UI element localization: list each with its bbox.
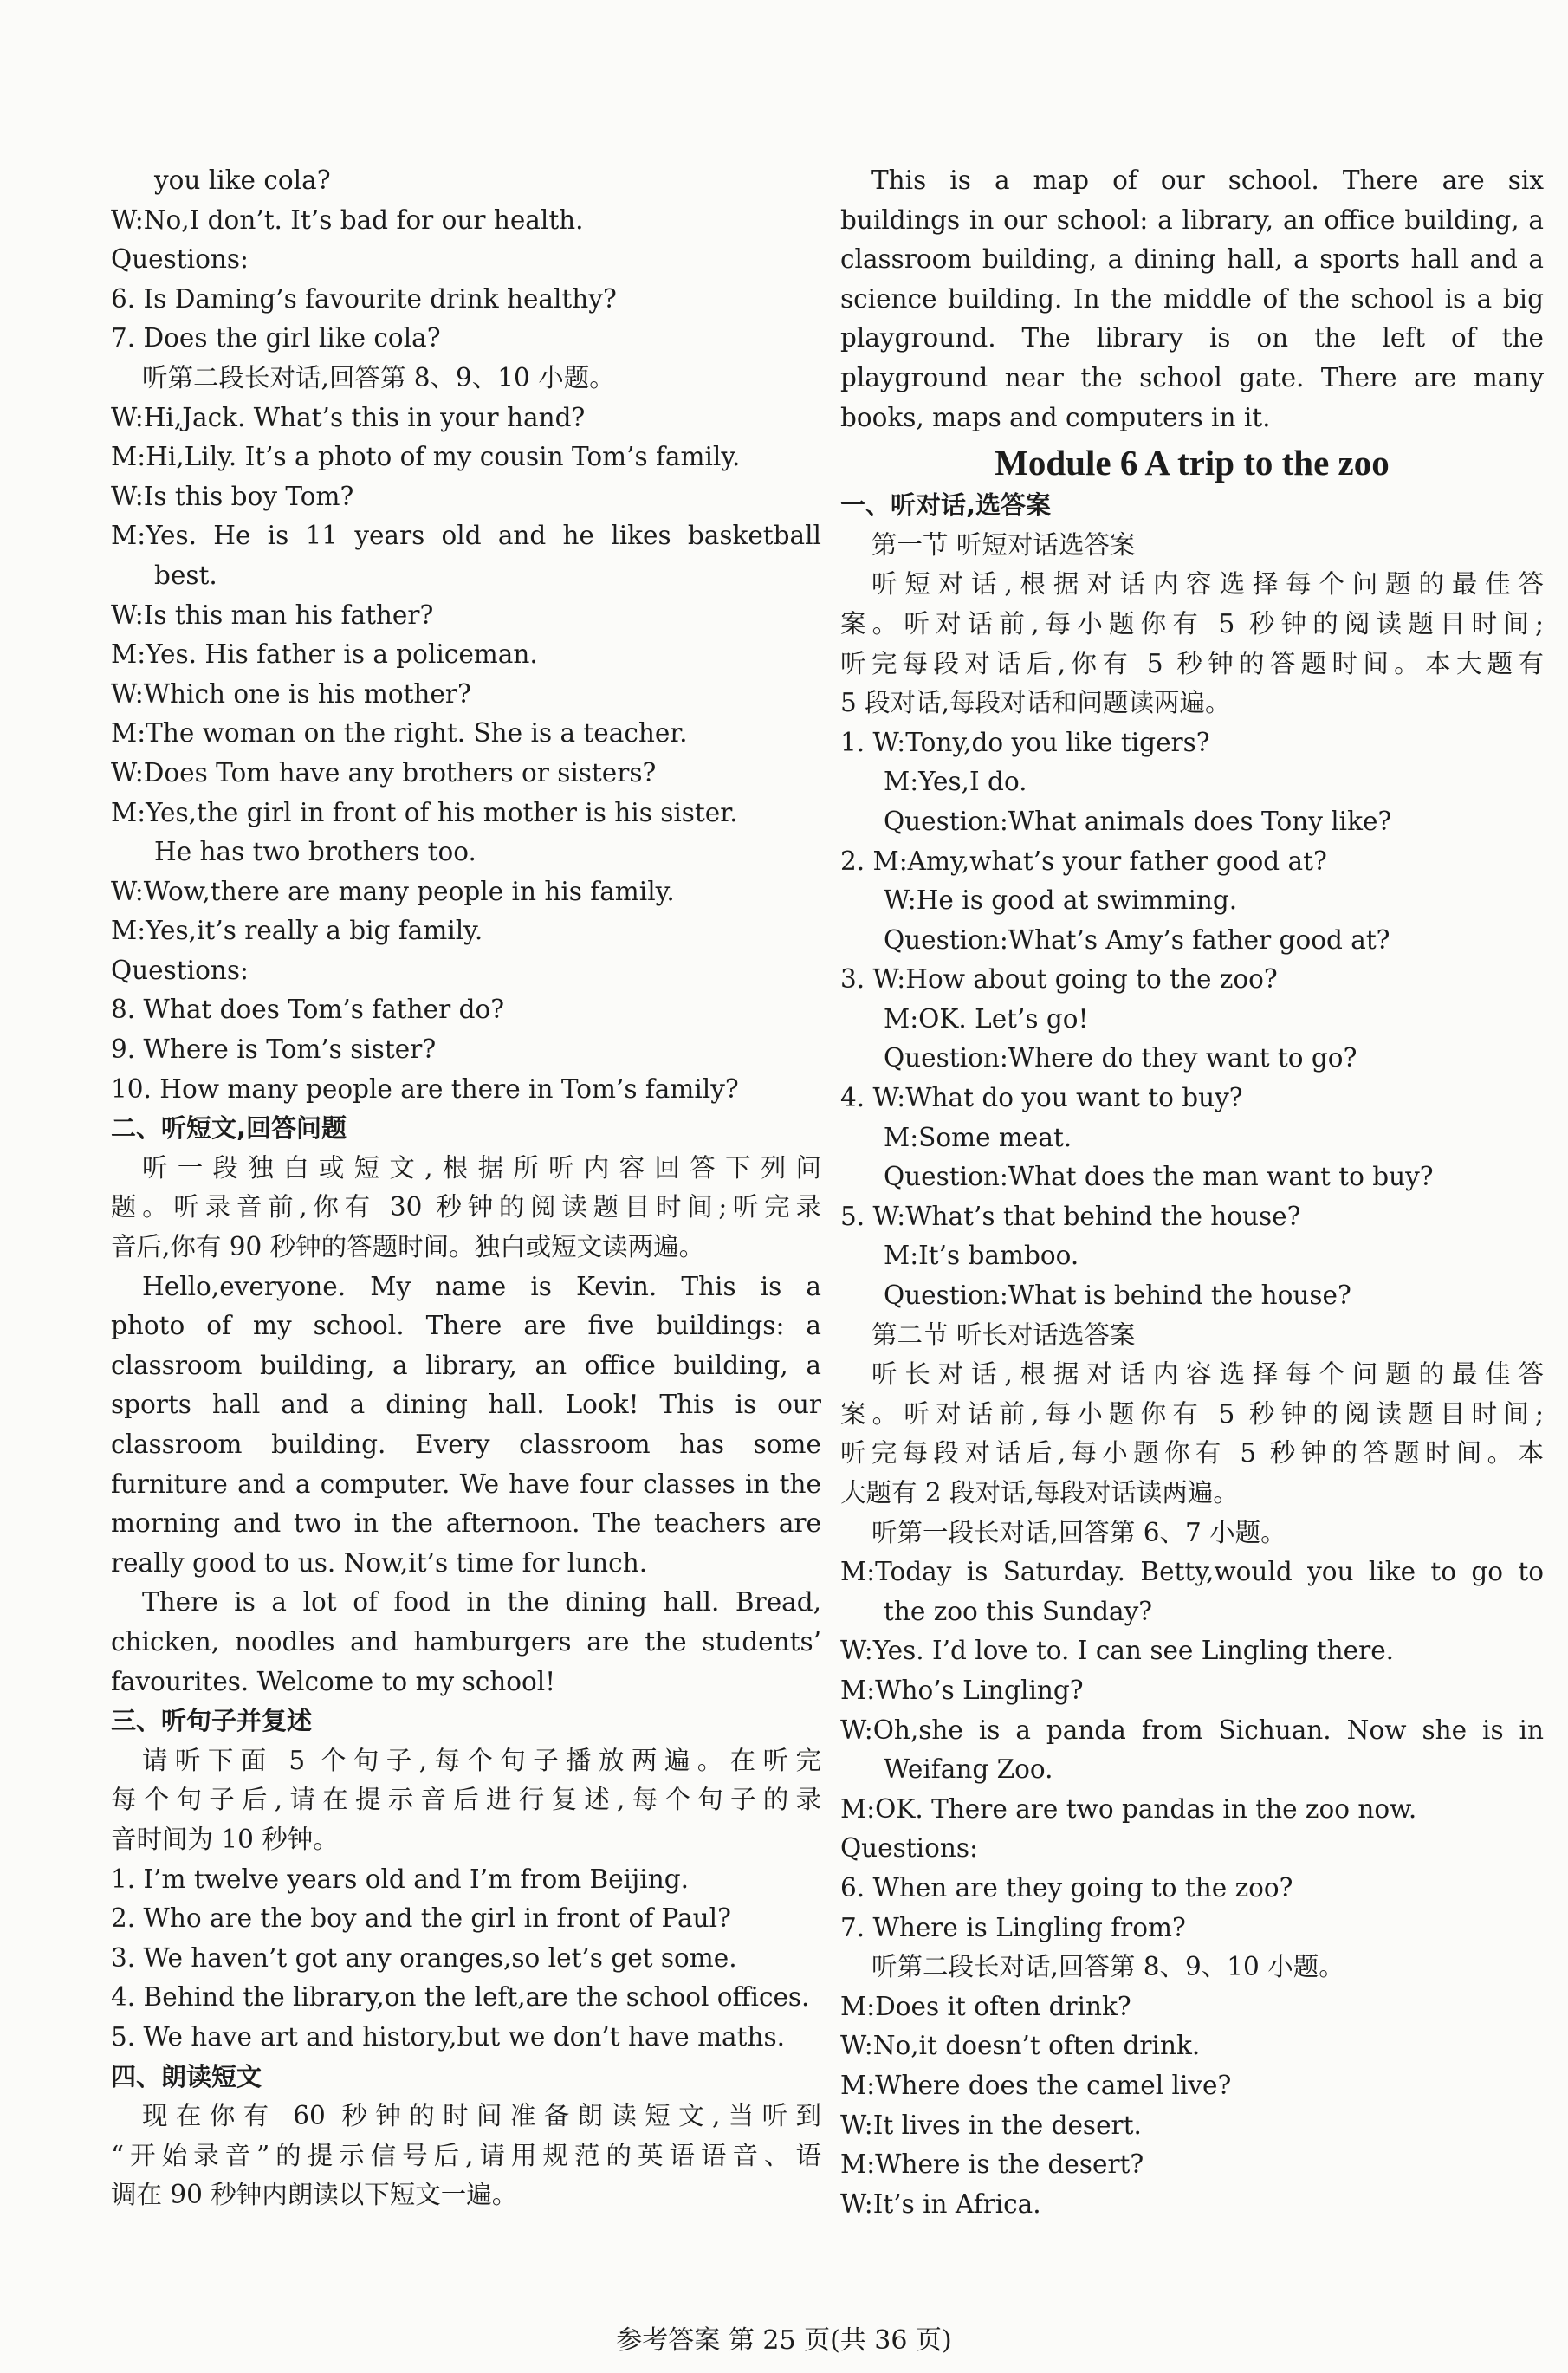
text-line: Questions: <box>111 955 249 985</box>
text-line: Question:What animals does Tony like? <box>884 806 1392 836</box>
text-line: “开始录音”的提示信号后,请用规范的英语语音、语 <box>111 2140 821 2170</box>
text-line: really good to us. Now,it’s time for lunch. <box>111 1547 648 1578</box>
text-line: M:Where does the camel live? <box>840 2070 1232 2100</box>
text-line: 听短对话,根据对话内容选择每个问题的最佳答 <box>871 569 1544 600</box>
module-title: Module 6 A trip to the zoo <box>995 443 1390 483</box>
text-line: 7. Does the girl like cola? <box>111 323 441 353</box>
text-line: classroom building, a library, an office building, a <box>111 1350 821 1380</box>
text-line: There is a lot of food in the dining hall. Bread, <box>142 1587 821 1618</box>
text-line: Hello,everyone. My name is Kevin. This is a <box>142 1271 821 1301</box>
text-line: M:Hi,Lily. It’s a photo of my cousin Tom’s family. <box>111 442 741 472</box>
text-line: favourites. Welcome to my school! <box>111 1666 556 1696</box>
text-line: Question:What’s Amy’s father good at? <box>884 924 1390 955</box>
text-line: photo of my school. There are five buildings: a <box>111 1311 821 1341</box>
text-line: Question:Where do they want to go? <box>884 1043 1357 1073</box>
text-line: 四、朗读短文 <box>111 2061 262 2091</box>
text-line: Question:What does the man want to buy? <box>884 1162 1434 1192</box>
text-line: the zoo this Sunday? <box>884 1596 1153 1626</box>
text-line: M:Where is the desert? <box>840 2149 1144 2180</box>
text-line: M:OK. There are two pandas in the zoo now. <box>840 1793 1417 1824</box>
text-line: 案。听对话前,每小题你有 5 秒钟的阅读题目时间; <box>840 1398 1544 1429</box>
text-line: science building. In the middle of the school is a big <box>840 283 1544 314</box>
text-line: 音后,你有 90 秒钟的答题时间。独白或短文读两遍。 <box>111 1232 705 1262</box>
text-line: sports hall and a dining hall. Look! This is our <box>111 1390 821 1420</box>
text-line: 一、听对话,选答案 <box>840 490 1052 521</box>
text-line: M:OK. Let’s go! <box>884 1003 1089 1034</box>
text-line: This is a map of our school. There are six <box>871 165 1544 195</box>
text-line: 听完每段对话后,每小题你有 5 秒钟的答题时间。本 <box>840 1438 1544 1469</box>
text-line: 调在 90 秒钟内朗读以下短文一遍。 <box>111 2180 518 2210</box>
text-line: Questions: <box>840 1833 978 1864</box>
text-line: 听完每段对话后,你有 5 秒钟的答题时间。本大题有 <box>840 648 1544 678</box>
text-line: He has two brothers too. <box>154 837 476 867</box>
text-line: M:Does it often drink? <box>840 1991 1131 2021</box>
text-line: W:No,I don’t. It’s bad for our health. <box>111 204 584 235</box>
text-line: 第二节 听长对话选答案 <box>871 1319 1136 1350</box>
text-line: 4. Behind the library,on the left,are the school offices. <box>111 1982 810 2013</box>
text-line: W:Oh,she is a panda from Sichuan. Now she is in <box>840 1715 1544 1745</box>
text-line: W:Wow,there are many people in his family. <box>111 876 675 906</box>
right-column-module-6 <box>840 486 1544 2224</box>
text-line: 第一节 听短对话选答案 <box>871 529 1136 560</box>
text-line: 听长对话,根据对话内容选择每个问题的最佳答 <box>871 1359 1544 1390</box>
text-line: 每个句子后,请在提示音后进行复述,每个句子的录 <box>111 1785 821 1815</box>
text-line: 案。听对话前,每小题你有 5 秒钟的阅读题目时间; <box>840 608 1544 639</box>
text-line: 听第二段长对话,回答第 8、9、10 小题。 <box>142 362 615 392</box>
right-column-top-passage <box>840 161 1544 438</box>
text-line: 3. W:How about going to the zoo? <box>840 964 1278 995</box>
text-line: best. <box>154 560 217 590</box>
text-line: you like cola? <box>154 165 331 195</box>
text-line: furniture and a computer. We have four classes in the <box>111 1469 821 1499</box>
text-line: W:It’s in Africa. <box>840 2188 1041 2219</box>
text-line: 5 段对话,每段对话和问题读两遍。 <box>840 688 1231 718</box>
text-line: W:Yes. I’d love to. I can see Lingling there. <box>840 1636 1395 1666</box>
text-line: playground near the school gate. There are many <box>840 362 1544 392</box>
text-line: W:No,it doesn’t often drink. <box>840 2031 1201 2061</box>
text-line: 请听下面 5 个句子,每个句子播放两遍。在听完 <box>142 1745 821 1775</box>
right-column <box>840 161 1544 2224</box>
text-line: W:Hi,Jack. What’s this in your hand? <box>111 402 586 432</box>
text-line: Weifang Zoo. <box>884 1754 1053 1785</box>
text-line: 听一段独白或短文,根据所听内容回答下列问 <box>142 1152 821 1183</box>
text-line: 5. We have art and history,but we don’t have maths. <box>111 2021 786 2052</box>
text-line: chicken, noodles and hamburgers are the students’ <box>111 1626 821 1657</box>
text-line: 听第一段长对话,回答第 6、7 小题。 <box>871 1517 1286 1547</box>
text-line: W:Which one is his mother? <box>111 678 471 709</box>
text-line: morning and two in the afternoon. The teachers are <box>111 1508 821 1539</box>
text-line: M:Today is Saturday. Betty,would you like to go to <box>840 1557 1544 1587</box>
text-line: W:He is good at swimming. <box>884 885 1238 916</box>
text-line: 3. We haven’t got any oranges,so let’s get some. <box>111 1942 737 1973</box>
text-line: 大题有 2 段对话,每段对话读两遍。 <box>840 1478 1239 1507</box>
text-line: M:Yes,the girl in front of his mother is his sister. <box>111 797 738 827</box>
text-line: 6. Is Daming’s favourite drink healthy? <box>111 283 617 314</box>
text-line: M:Yes. His father is a policeman. <box>111 639 538 670</box>
text-line: classroom building. Every classroom has some <box>111 1430 821 1459</box>
text-line: W:Is this boy Tom? <box>111 481 354 511</box>
text-line: 2. M:Amy,what’s your father good at? <box>840 846 1327 876</box>
text-line: Question:What is behind the house? <box>884 1281 1351 1311</box>
text-line: 音时间为 10 秒钟。 <box>111 1824 339 1854</box>
text-line: M:Yes,it’s really a big family. <box>111 916 483 946</box>
text-line: 10. How many people are there in Tom’s family? <box>111 1073 739 1104</box>
left-column <box>111 161 821 2215</box>
text-line: M:Yes,I do. <box>884 767 1027 797</box>
text-line: M:Yes. He is 11 years old and he likes basketball <box>111 521 821 551</box>
text-line: 8. What does Tom’s father do? <box>111 995 505 1025</box>
text-line: 4. W:What do you want to buy? <box>840 1083 1243 1113</box>
text-line: 二、听短文,回答问题 <box>111 1113 347 1144</box>
text-line: W:It lives in the desert. <box>840 2110 1142 2140</box>
text-line: buildings in our school: a library, an office building, a <box>840 204 1544 235</box>
text-line: 1. I’m twelve years old and I’m from Beijing. <box>111 1864 689 1894</box>
text-line: playground. The library is on the left of the <box>840 323 1544 353</box>
text-line: M:Who’s Lingling? <box>840 1675 1084 1705</box>
text-line: books, maps and computers in it. <box>840 402 1271 432</box>
text-line: 5. W:What’s that behind the house? <box>840 1201 1301 1231</box>
text-line: M:The woman on the right. She is a teacher. <box>111 718 688 749</box>
page-footer: 参考答案 第 25 页(共 36 页) <box>616 2325 952 2356</box>
text-line: W:Is this man his father? <box>111 600 434 630</box>
text-line: M:Some meat. <box>884 1122 1072 1152</box>
text-line: W:Does Tom have any brothers or sisters? <box>111 757 657 788</box>
text-line: 1. W:Tony,do you like tigers? <box>840 727 1210 757</box>
text-line: 6. When are they going to the zoo? <box>840 1872 1293 1903</box>
text-line: 2. Who are the boy and the girl in front of Paul? <box>111 1903 731 1934</box>
text-line: 9. Where is Tom’s sister? <box>111 1034 437 1065</box>
text-line: 题。听录音前,你有 30 秒钟的阅读题目时间;听完录 <box>111 1192 821 1222</box>
text-line: Questions: <box>111 244 249 275</box>
text-line: M:It’s bamboo. <box>884 1241 1079 1271</box>
text-line: classroom building, a dining hall, a sports hall and a <box>840 244 1544 275</box>
text-line: 三、听句子并复述 <box>111 1706 313 1736</box>
text-line: 现在你有 60 秒钟的时间准备朗读短文,当听到 <box>142 2101 821 2131</box>
text-line: 7. Where is Lingling from? <box>840 1912 1186 1942</box>
text-line: 听第二段长对话,回答第 8、9、10 小题。 <box>871 1952 1344 1982</box>
